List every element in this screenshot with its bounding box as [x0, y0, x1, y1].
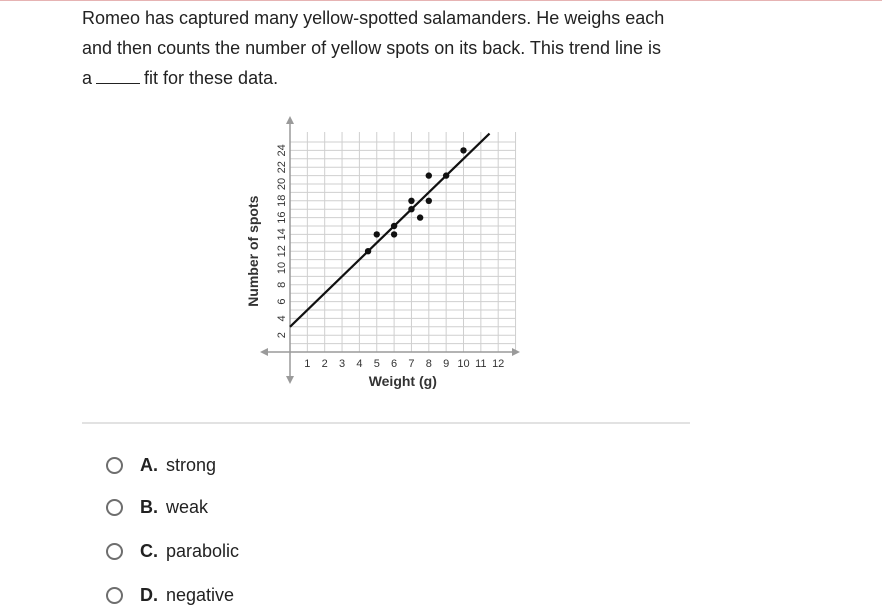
y-axis-arrow-down	[286, 376, 294, 384]
x-tick-label: 2	[321, 358, 328, 370]
option-d[interactable]	[106, 578, 234, 612]
x-tick-label: 12	[492, 358, 505, 370]
data-point	[391, 223, 397, 229]
option-c-letter: C.	[140, 540, 158, 561]
data-point	[365, 248, 371, 254]
data-point	[426, 172, 432, 178]
option-a-text: strong	[166, 454, 217, 475]
y-tick-label: 4	[275, 315, 288, 322]
radio-d[interactable]	[106, 587, 123, 604]
scatter-plot-figure	[240, 110, 530, 400]
x-tick-label: 3	[338, 358, 346, 370]
y-tick-label: 14	[275, 228, 288, 241]
question-line-3-start: a	[82, 68, 93, 88]
y-tick-label: 22	[275, 161, 288, 174]
y-tick-label: 8	[275, 281, 288, 288]
x-axis-label: Weight (g)	[368, 373, 437, 389]
x-tick-label: 5	[373, 358, 380, 370]
question-line-1: Romeo has captured many yellow-spotted salamanders. He weighs each	[82, 8, 665, 28]
option-a[interactable]	[106, 448, 216, 482]
data-point	[408, 198, 414, 204]
x-tick-label: 4	[356, 358, 363, 370]
question-line-2: and then counts the number of yellow spots on its back. This trend line is	[82, 38, 661, 58]
y-tick-label: 10	[275, 261, 288, 275]
data-point	[408, 206, 414, 212]
y-tick-label: 2	[275, 332, 288, 339]
y-tick-label: 16	[275, 211, 288, 224]
y-tick-label: 18	[275, 194, 288, 207]
option-d-text: negative	[166, 584, 235, 605]
top-border	[0, 0, 882, 1]
x-tick-label: 1	[304, 358, 311, 370]
option-a-letter: A.	[140, 454, 158, 475]
radio-c[interactable]	[106, 543, 123, 560]
data-point	[391, 231, 397, 237]
question-text	[82, 3, 702, 93]
data-point	[374, 231, 380, 237]
x-tick-label: 10	[457, 358, 470, 370]
y-axis-label: Number of spots	[245, 195, 261, 307]
radio-b[interactable]	[106, 499, 123, 516]
divider	[82, 422, 690, 424]
x-tick-label: 11	[475, 358, 487, 370]
question-line-3-end: fit for these data.	[144, 68, 279, 88]
y-tick-label: 20	[275, 177, 288, 191]
option-b-letter: B.	[140, 496, 158, 517]
x-tick-label: 6	[391, 358, 398, 370]
y-tick-label: 6	[275, 298, 288, 305]
option-b[interactable]	[106, 490, 208, 524]
data-point	[460, 147, 466, 153]
x-tick-label: 9	[443, 358, 450, 370]
data-point	[426, 198, 432, 204]
option-d-letter: D.	[140, 584, 158, 605]
trend-line	[290, 134, 490, 327]
data-point	[443, 172, 449, 178]
radio-a[interactable]	[106, 457, 123, 474]
y-tick-label: 12	[275, 245, 288, 258]
scatter-plot	[240, 110, 530, 400]
option-b-text: weak	[166, 496, 209, 517]
y-tick-label: 24	[275, 144, 288, 157]
x-tick-label: 7	[408, 358, 415, 370]
x-tick-label: 8	[425, 358, 432, 370]
y-axis-arrow-up	[286, 116, 294, 124]
answer-blank	[96, 68, 140, 84]
question-line-3	[82, 63, 702, 93]
x-axis-arrow-left	[260, 348, 268, 356]
option-c-text: parabolic	[166, 540, 240, 561]
option-c[interactable]	[106, 534, 239, 568]
data-point	[417, 214, 423, 220]
